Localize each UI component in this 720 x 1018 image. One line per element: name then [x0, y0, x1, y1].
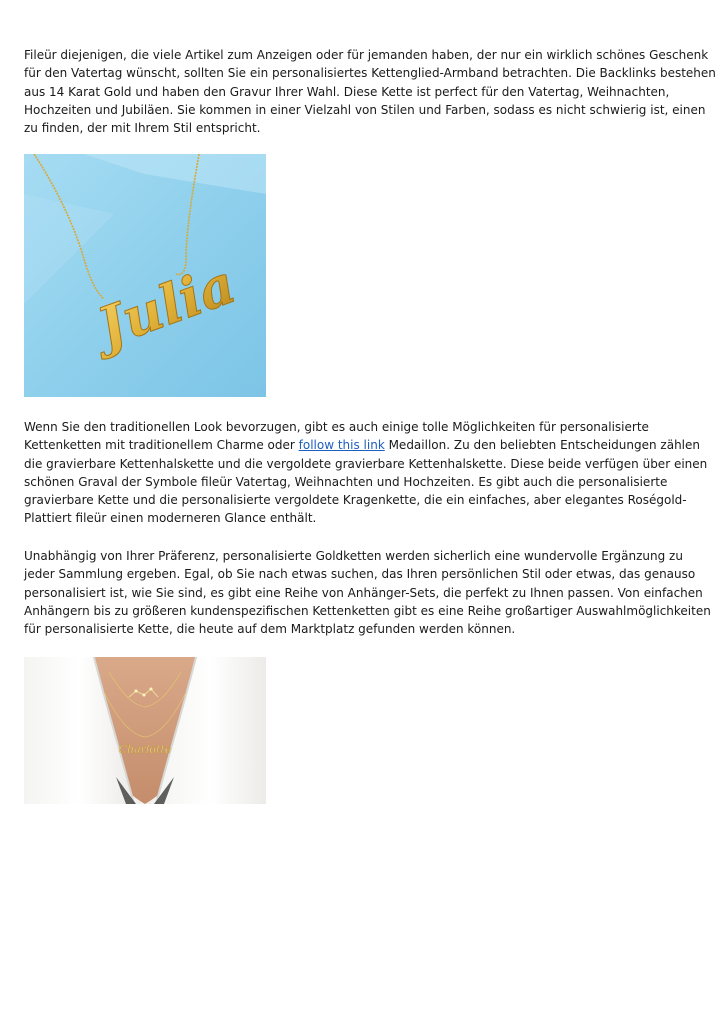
text-line: Hochzeiten und Jubiläen. Sie kommen in einer Vielzahl von Stilen und Farben, sodass es nicht schwierig ist, einen	[24, 102, 706, 117]
text-segment: Kettenketten mit traditionellem Charme oder	[24, 438, 299, 453]
text-line: jeder Sammlung ergeben. Egal, ob Sie nach etwas suchen, das Ihren persönlichen Stil oder etwas, das genauso	[24, 567, 696, 582]
text-line: personalisiert ist, wie Sie sind, es gibt eine Reihe von Anhänger-Sets, die perfekt zu Ihnen passen. Von einfachen	[24, 585, 703, 600]
necklace-photo-model	[24, 657, 266, 804]
text-line: für personalisierte Kette, die heute auf dem Marktplatz gefunden werden können.	[24, 622, 516, 637]
pendant-name-text: Julia	[89, 251, 244, 360]
text-line: für den Vatertag wünscht, sollten Sie ein personalisiertes Kettenglied-Armband betrachten. Die Backlinks bestehen	[24, 66, 716, 81]
paragraph-traditional	[24, 418, 708, 528]
text-line	[24, 436, 700, 454]
pendant-name-text: Charlotte	[118, 743, 172, 756]
follow-this-link[interactable]: follow this link	[298, 438, 385, 453]
text-segment: Medaillon. Zu den beliebten Entscheidungen zählen	[384, 438, 700, 453]
paragraph-intro	[24, 46, 716, 137]
text-line: zu finden, der mit Ihrem Stil entspricht.	[24, 121, 261, 136]
paragraph-preference	[24, 547, 711, 638]
text-line: gravierbare Kette und die personalisierte vergoldete Kragenkette, die ein einfaches, aber elegantes Roségold-	[24, 493, 687, 508]
text-line: die gravierbare Kettenhalskette und die vergoldete gravierbare Kettenhalskette. Diese beide verfügen über einen	[24, 456, 708, 471]
text-line: Plattiert fileür einen moderneren Glance enthält.	[24, 511, 317, 526]
text-line: Wenn Sie den traditionellen Look bevorzugen, gibt es auch einige tolle Möglichkeiten für personalisierte	[24, 420, 649, 434]
text-line: Anhängern bis zu größeren kundenspezifischen Kettenketten gibt es eine Reihe großartiger Auswahlmöglichkeiten	[24, 603, 711, 618]
text-line: aus 14 Karat Gold und haben den Gravur Ihrer Wahl. Diese Kette ist perfect für den Vatertag, Weihnachten,	[24, 84, 670, 99]
necklace-photo-julia	[24, 154, 266, 397]
text-line: Unabhängig von Ihrer Präferenz, personalisierte Goldketten werden sicherlich eine wundervolle Ergänzung zu	[24, 549, 683, 563]
text-line: Fileür diejenigen, die viele Artikel zum Anzeigen oder für jemanden haben, der nur ein wirklich schönes Geschenk	[24, 48, 709, 62]
text-line: schönen Graval der Symbole fileür Vatertag, Weihnachten und Hochzeiten. Es gibt auch die personalisierte	[24, 474, 668, 489]
